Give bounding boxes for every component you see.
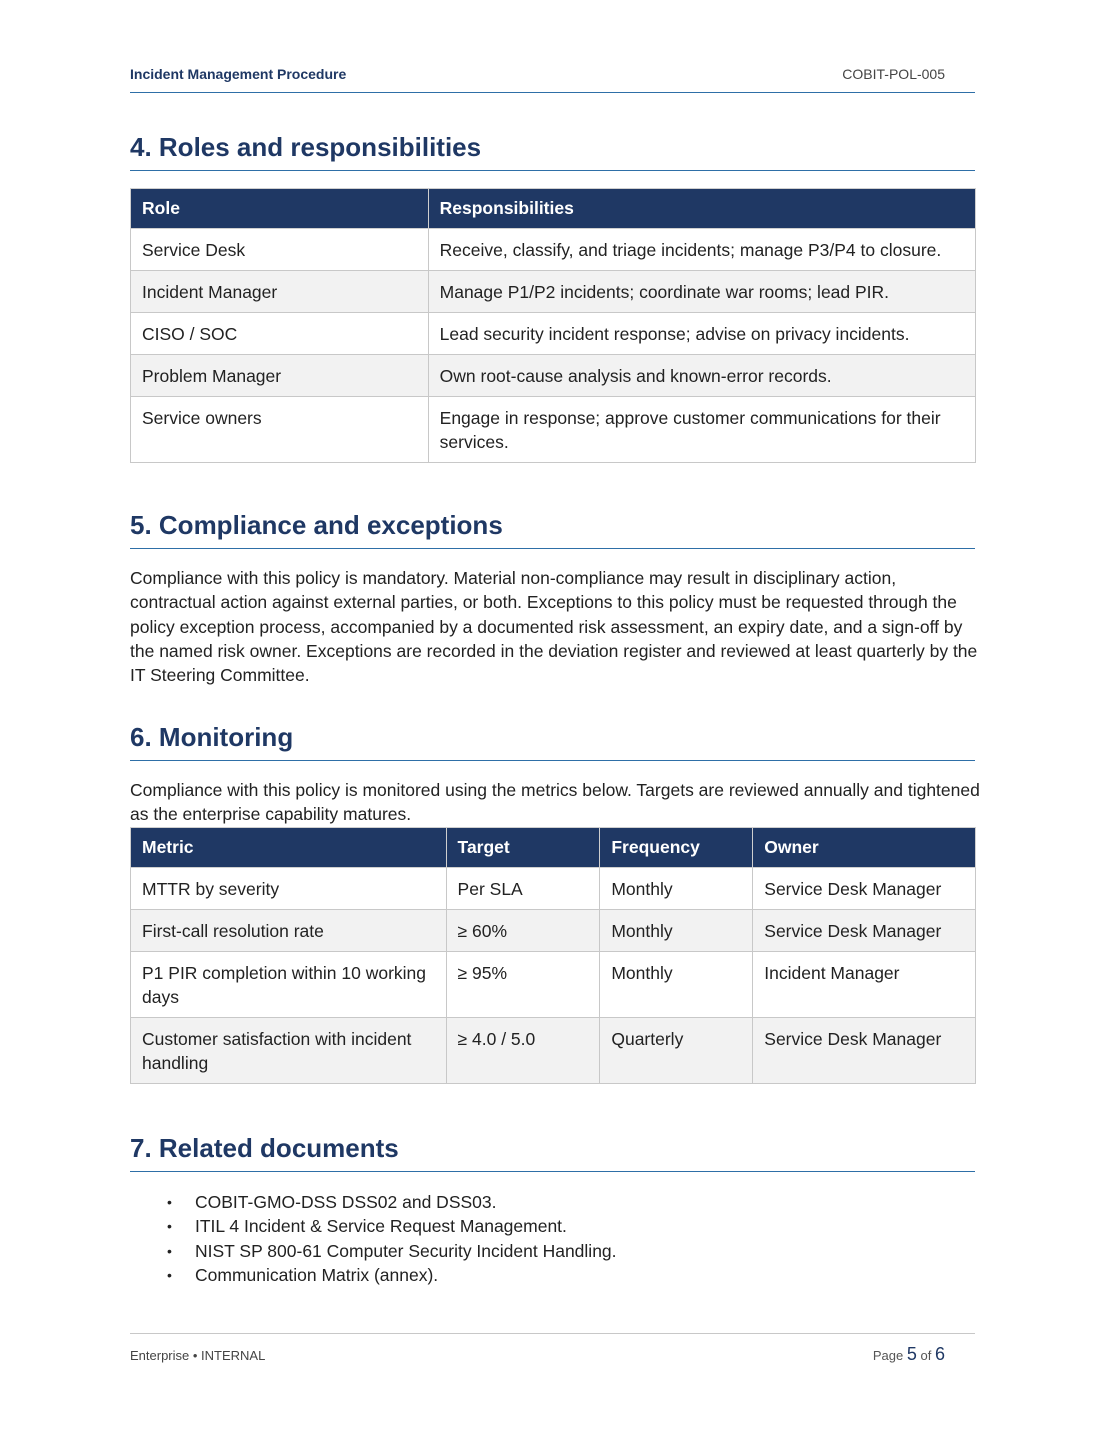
bullet-icon: • <box>167 1218 172 1235</box>
metric-cell: First-call resolution rate <box>131 910 447 952</box>
monitoring-paragraph: Compliance with this policy is monitored using the metrics below. Targets are reviewed annually and tightened as the enterprise capability matures. <box>130 780 980 825</box>
section-4-heading: 4. Roles and responsibilities <box>130 132 975 171</box>
role-cell: Incident Manager <box>131 271 429 313</box>
metric-cell: Customer satisfaction with incident handling <box>131 1018 447 1084</box>
list-item <box>130 1263 975 1287</box>
list-item-text: COBIT-GMO-DSS DSS02 and DSS03. <box>195 1192 497 1212</box>
bullet-icon: • <box>167 1266 172 1283</box>
bullet-icon: • <box>167 1242 172 1259</box>
table-row <box>131 271 976 313</box>
owner-cell: Service Desk Manager <box>753 868 976 910</box>
table-row <box>131 952 976 1018</box>
owner-cell: Service Desk Manager <box>753 1018 976 1084</box>
related-documents-list <box>130 1190 975 1287</box>
classification-label: Enterprise • INTERNAL <box>130 1348 266 1363</box>
table-row <box>131 229 976 271</box>
responsibility-cell: Own root-cause analysis and known-error records. <box>428 355 975 397</box>
frequency-cell: Monthly <box>600 868 753 910</box>
role-cell: CISO / SOC <box>131 313 429 355</box>
table-row <box>131 910 976 952</box>
frequency-cell: Quarterly <box>600 1018 753 1084</box>
table-row <box>131 313 976 355</box>
owner-cell: Incident Manager <box>753 952 976 1018</box>
responsibility-cell: Receive, classify, and triage incidents; manage P3/P4 to closure. <box>428 229 975 271</box>
list-item-text: NIST SP 800-61 Computer Security Incident Handling. <box>195 1240 617 1261</box>
column-header-metric: Metric <box>131 828 447 868</box>
compliance-paragraph: Compliance with this policy is mandatory. Material non-compliance may result in disciplinary action, contractual action against external parties, or both. Exceptions to this policy must be requested through the policy exception process, accompanied by a documented risk assessment, an expiry date, and a sign-off by the named risk owner. Exceptions are recorded in the deviation register and reviewed at least quarterly by the IT Steering Committee. <box>130 568 978 686</box>
column-header-role: Role <box>131 189 429 229</box>
responsibility-cell: Manage P1/P2 incidents; coordinate war rooms; lead PIR. <box>428 271 975 313</box>
column-header-responsibilities: Responsibilities <box>428 189 975 229</box>
list-item-text: ITIL 4 Incident & Service Request Management. <box>195 1216 567 1237</box>
frequency-cell: Monthly <box>600 910 753 952</box>
target-cell: ≥ 95% <box>446 952 600 1018</box>
target-cell: Per SLA <box>446 868 600 910</box>
metric-cell: MTTR by severity <box>131 868 447 910</box>
of-word: of <box>920 1348 932 1363</box>
section-7-heading: 7. Related documents <box>130 1133 975 1172</box>
target-cell: ≥ 4.0 / 5.0 <box>446 1018 600 1084</box>
table-row <box>131 397 976 463</box>
target-cell: ≥ 60% <box>446 910 600 952</box>
table-row <box>131 1018 976 1084</box>
section-5-heading: 5. Compliance and exceptions <box>130 510 975 549</box>
document-code: COBIT-POL-005 <box>842 66 945 82</box>
page-indicator <box>873 1344 945 1365</box>
page-word: Page <box>872 1348 904 1363</box>
metrics-table-header-row <box>131 828 976 868</box>
owner-cell: Service Desk Manager <box>753 910 976 952</box>
table-row <box>131 868 976 910</box>
responsibility-cell: Engage in response; approve customer communications for their services. <box>428 397 975 463</box>
list-item <box>130 1214 975 1238</box>
column-header-target: Target <box>446 828 600 868</box>
page-total: 6 <box>934 1344 945 1364</box>
page-header <box>130 66 975 93</box>
role-cell: Problem Manager <box>131 355 429 397</box>
table-row <box>131 355 976 397</box>
list-item <box>130 1190 975 1214</box>
list-item-text: Communication Matrix (annex). <box>195 1264 439 1285</box>
document-title: Incident Management Procedure <box>130 66 347 82</box>
metrics-table <box>130 827 976 1084</box>
role-cell: Service Desk <box>131 229 429 271</box>
roles-table <box>130 188 976 463</box>
column-header-frequency: Frequency <box>600 828 753 868</box>
list-item <box>130 1239 975 1263</box>
responsibility-cell: Lead security incident response; advise on privacy incidents. <box>428 313 975 355</box>
page-footer <box>130 1333 975 1373</box>
bullet-icon: • <box>167 1194 172 1210</box>
section-6-heading: 6. Monitoring <box>130 722 975 761</box>
role-cell: Service owners <box>131 397 429 463</box>
roles-table-header-row <box>131 189 976 229</box>
frequency-cell: Monthly <box>600 952 753 1018</box>
metric-cell: P1 PIR completion within 10 working days <box>131 952 447 1018</box>
page-number: 5 <box>906 1344 917 1364</box>
column-header-owner: Owner <box>753 828 976 868</box>
